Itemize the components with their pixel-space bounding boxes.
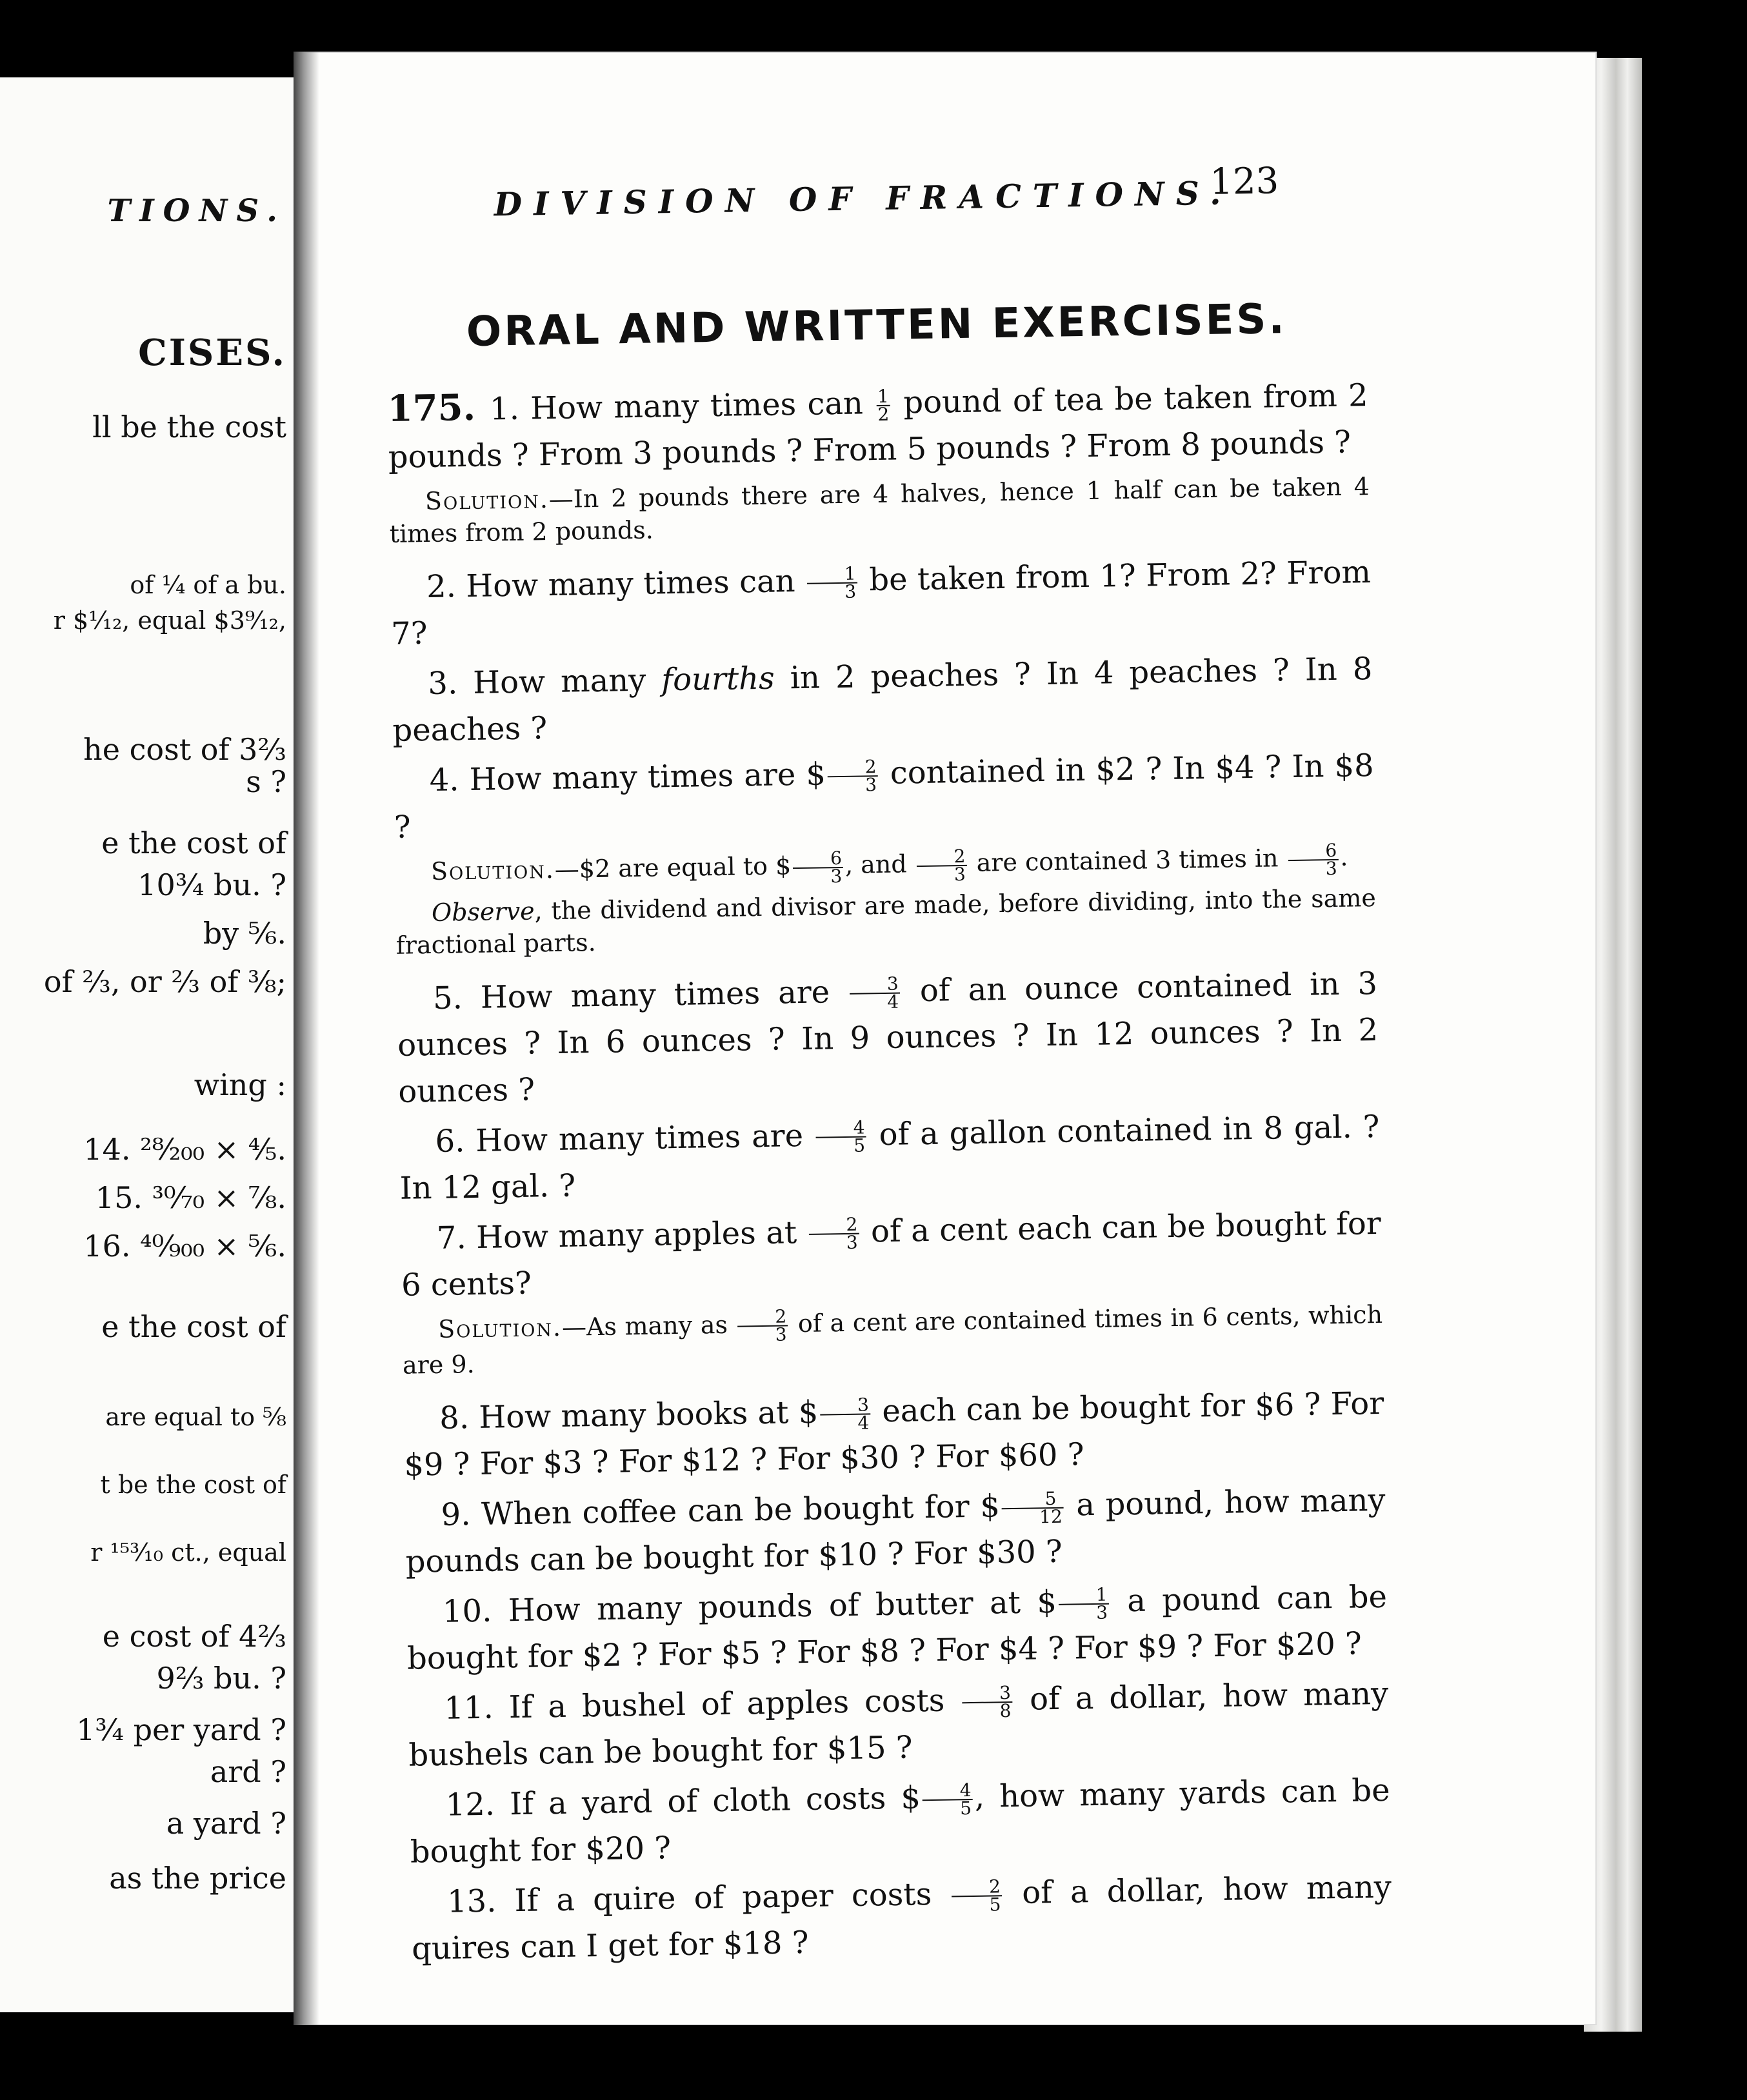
solution-note: Solution.—As many as $\frac{2}{3}$ of a cent are contained times in 6 cents, which are 9.	[402, 1300, 1383, 1380]
exercise-3: 3. How many fourths in 2 peaches ? In 4 peaches ? In 8 peaches ?	[392, 651, 1373, 749]
left-line: by ⅚.	[203, 916, 286, 951]
fraction: $\frac{4}{5}$	[923, 1781, 973, 1817]
left-line: wing :	[194, 1067, 286, 1102]
exercise-8: 8. How many books at $ $\frac{3}{4}$ each can be bought for $6 ? For $9 ? For $3 ? For $12 ? For $30 ? For $60 ?	[404, 1385, 1384, 1483]
section-heading: ORAL AND WRITTEN EXERCISES.	[466, 295, 1288, 357]
page-content	[384, 159, 1393, 1976]
fraction: $\frac{2}{5}$	[952, 1878, 1003, 1914]
left-line: 15. ³⁰⁄₇₀ × ⁷⁄₈.	[95, 1180, 286, 1215]
left-line: of ¼ of a bu.	[130, 571, 286, 599]
solution-note: Solution.—$2 are equal to $ $\frac{6}{3}$ , and $\frac{2}{3}$ are contained 3 times in $\frac{6}{3}$ .	[430, 839, 1348, 887]
fraction: $\frac{3}{4}$	[850, 976, 901, 1011]
left-line: 1¾ per yard ?	[76, 1712, 286, 1747]
exercise-10: 10. How many pounds of butter at $ $\frac{1}{3}$ a pound can be bought for $2 ? For $5 ? For $8 ? For $4 ? For $9 ? For $20 ?	[406, 1578, 1388, 1677]
fraction: $\frac{3}{8}$	[962, 1684, 1013, 1719]
left-running-head: TIONS.	[107, 193, 286, 229]
left-heading: CISES.	[138, 332, 286, 374]
exercise-4: 4. How many times are $ $\frac{2}{3}$ contained in $2 ? In $4 ? In $8 ?	[394, 748, 1375, 846]
exercise-2: 2. How many times can $\frac{1}{3}$ be taken from 1? From 2? From 7?	[390, 554, 1372, 652]
exercise-11: 11. If a bushel of apples costs $\frac{3}{8}$ of a dollar, how many bushels can be bought for $15 ?	[408, 1675, 1389, 1774]
exercise-1: 175. 1. How many times can $\frac{1}{2}$ pound of tea be taken from 2 pounds ? From 3 pounds ? From 5 pounds ? From 8 pounds ?	[387, 377, 1369, 475]
fraction: $\frac{1}{3}$	[807, 565, 858, 600]
left-line: e cost of 4⅔	[102, 1619, 286, 1654]
left-line: are equal to ⅝	[105, 1403, 286, 1431]
running-head	[384, 159, 1365, 232]
book-page	[294, 52, 1597, 2025]
left-line: r ¹⁵³⁄₁₀ ct., equal	[90, 1538, 286, 1567]
exercise-5: 5. How many times are $\frac{3}{4}$ of an ounce contained in 3 ounces ? In 6 ounces ? In 9 ounces ? In 12 ounces ? In 2 ounces ?	[397, 965, 1379, 1110]
exercise-7: 7. How many apples at $\frac{2}{3}$ of a cent each can be bought for 6 cents?	[401, 1205, 1382, 1303]
left-line: as the price	[109, 1861, 286, 1896]
left-line: 9⅔ bu. ?	[156, 1661, 286, 1696]
article-number: 175.	[387, 386, 476, 430]
left-line: 10¾ bu. ?	[137, 867, 286, 902]
binding-shadow	[294, 52, 319, 2025]
fraction: $\frac{3}{4}$	[820, 1396, 871, 1432]
left-line: 14. ²⁸⁄₂₀₀ × ⁴⁄₅.	[83, 1132, 286, 1167]
fraction: $\frac{2}{3}$	[828, 758, 879, 794]
facing-page	[0, 77, 307, 2012]
left-line: r $⅟₁₂, equal $3⁹⁄₁₂,	[53, 606, 286, 635]
fraction: $\frac{5}{12}$	[1002, 1490, 1064, 1525]
left-line: 16. ⁴⁰⁄₉₀₀ × ⁵⁄₆.	[83, 1229, 286, 1263]
left-line: he cost of 3⅔	[83, 732, 286, 767]
observe-note: Observe, the dividend and divisor are made, before dividing, into the same fractional parts.	[395, 883, 1377, 960]
left-line: e the cost of	[101, 826, 286, 860]
fraction: $\frac{4}{5}$	[816, 1119, 867, 1154]
exercise-9: 9. When coffee can be bought for $ $\frac{5}{12}$ a pound, how many pounds can be bought for $10 ? For $30 ?	[405, 1481, 1386, 1580]
running-title: DIVISION OF FRACTIONS.	[494, 173, 1233, 224]
left-line: ll be the cost	[92, 410, 286, 444]
left-line: t be the cost of	[100, 1471, 286, 1499]
left-line: a yard ?	[166, 1806, 286, 1841]
fraction: $\frac{1}{3}$	[1059, 1586, 1110, 1621]
left-line: ard ?	[210, 1754, 286, 1789]
solution-note: Solution.—In 2 pounds there are 4 halves, hence 1 half can be taken 4 times from 2 pounds.	[389, 472, 1370, 548]
left-line: e the cost of	[101, 1309, 286, 1344]
fraction: $\frac{1}{2}$	[877, 385, 890, 425]
left-line: of ⅔, or ⅔ of ⅜;	[43, 964, 286, 999]
exercise-12: 12. If a yard of cloth costs $ $\frac{4}{5}$ , how many yards can be bought for $20 ?	[410, 1772, 1391, 1870]
page-number: 123	[1209, 160, 1279, 203]
left-line: s ?	[246, 764, 286, 799]
exercise-6: 6. How many times are $\frac{4}{5}$ of a gallon contained in 8 gal. ? In 12 gal. ?	[399, 1108, 1380, 1207]
exercise-13: 13. If a quire of paper costs $\frac{2}{5}$ of a dollar, how many quires can I get for $18 ?	[411, 1868, 1392, 1967]
fraction: $\frac{2}{3}$	[808, 1216, 859, 1252]
